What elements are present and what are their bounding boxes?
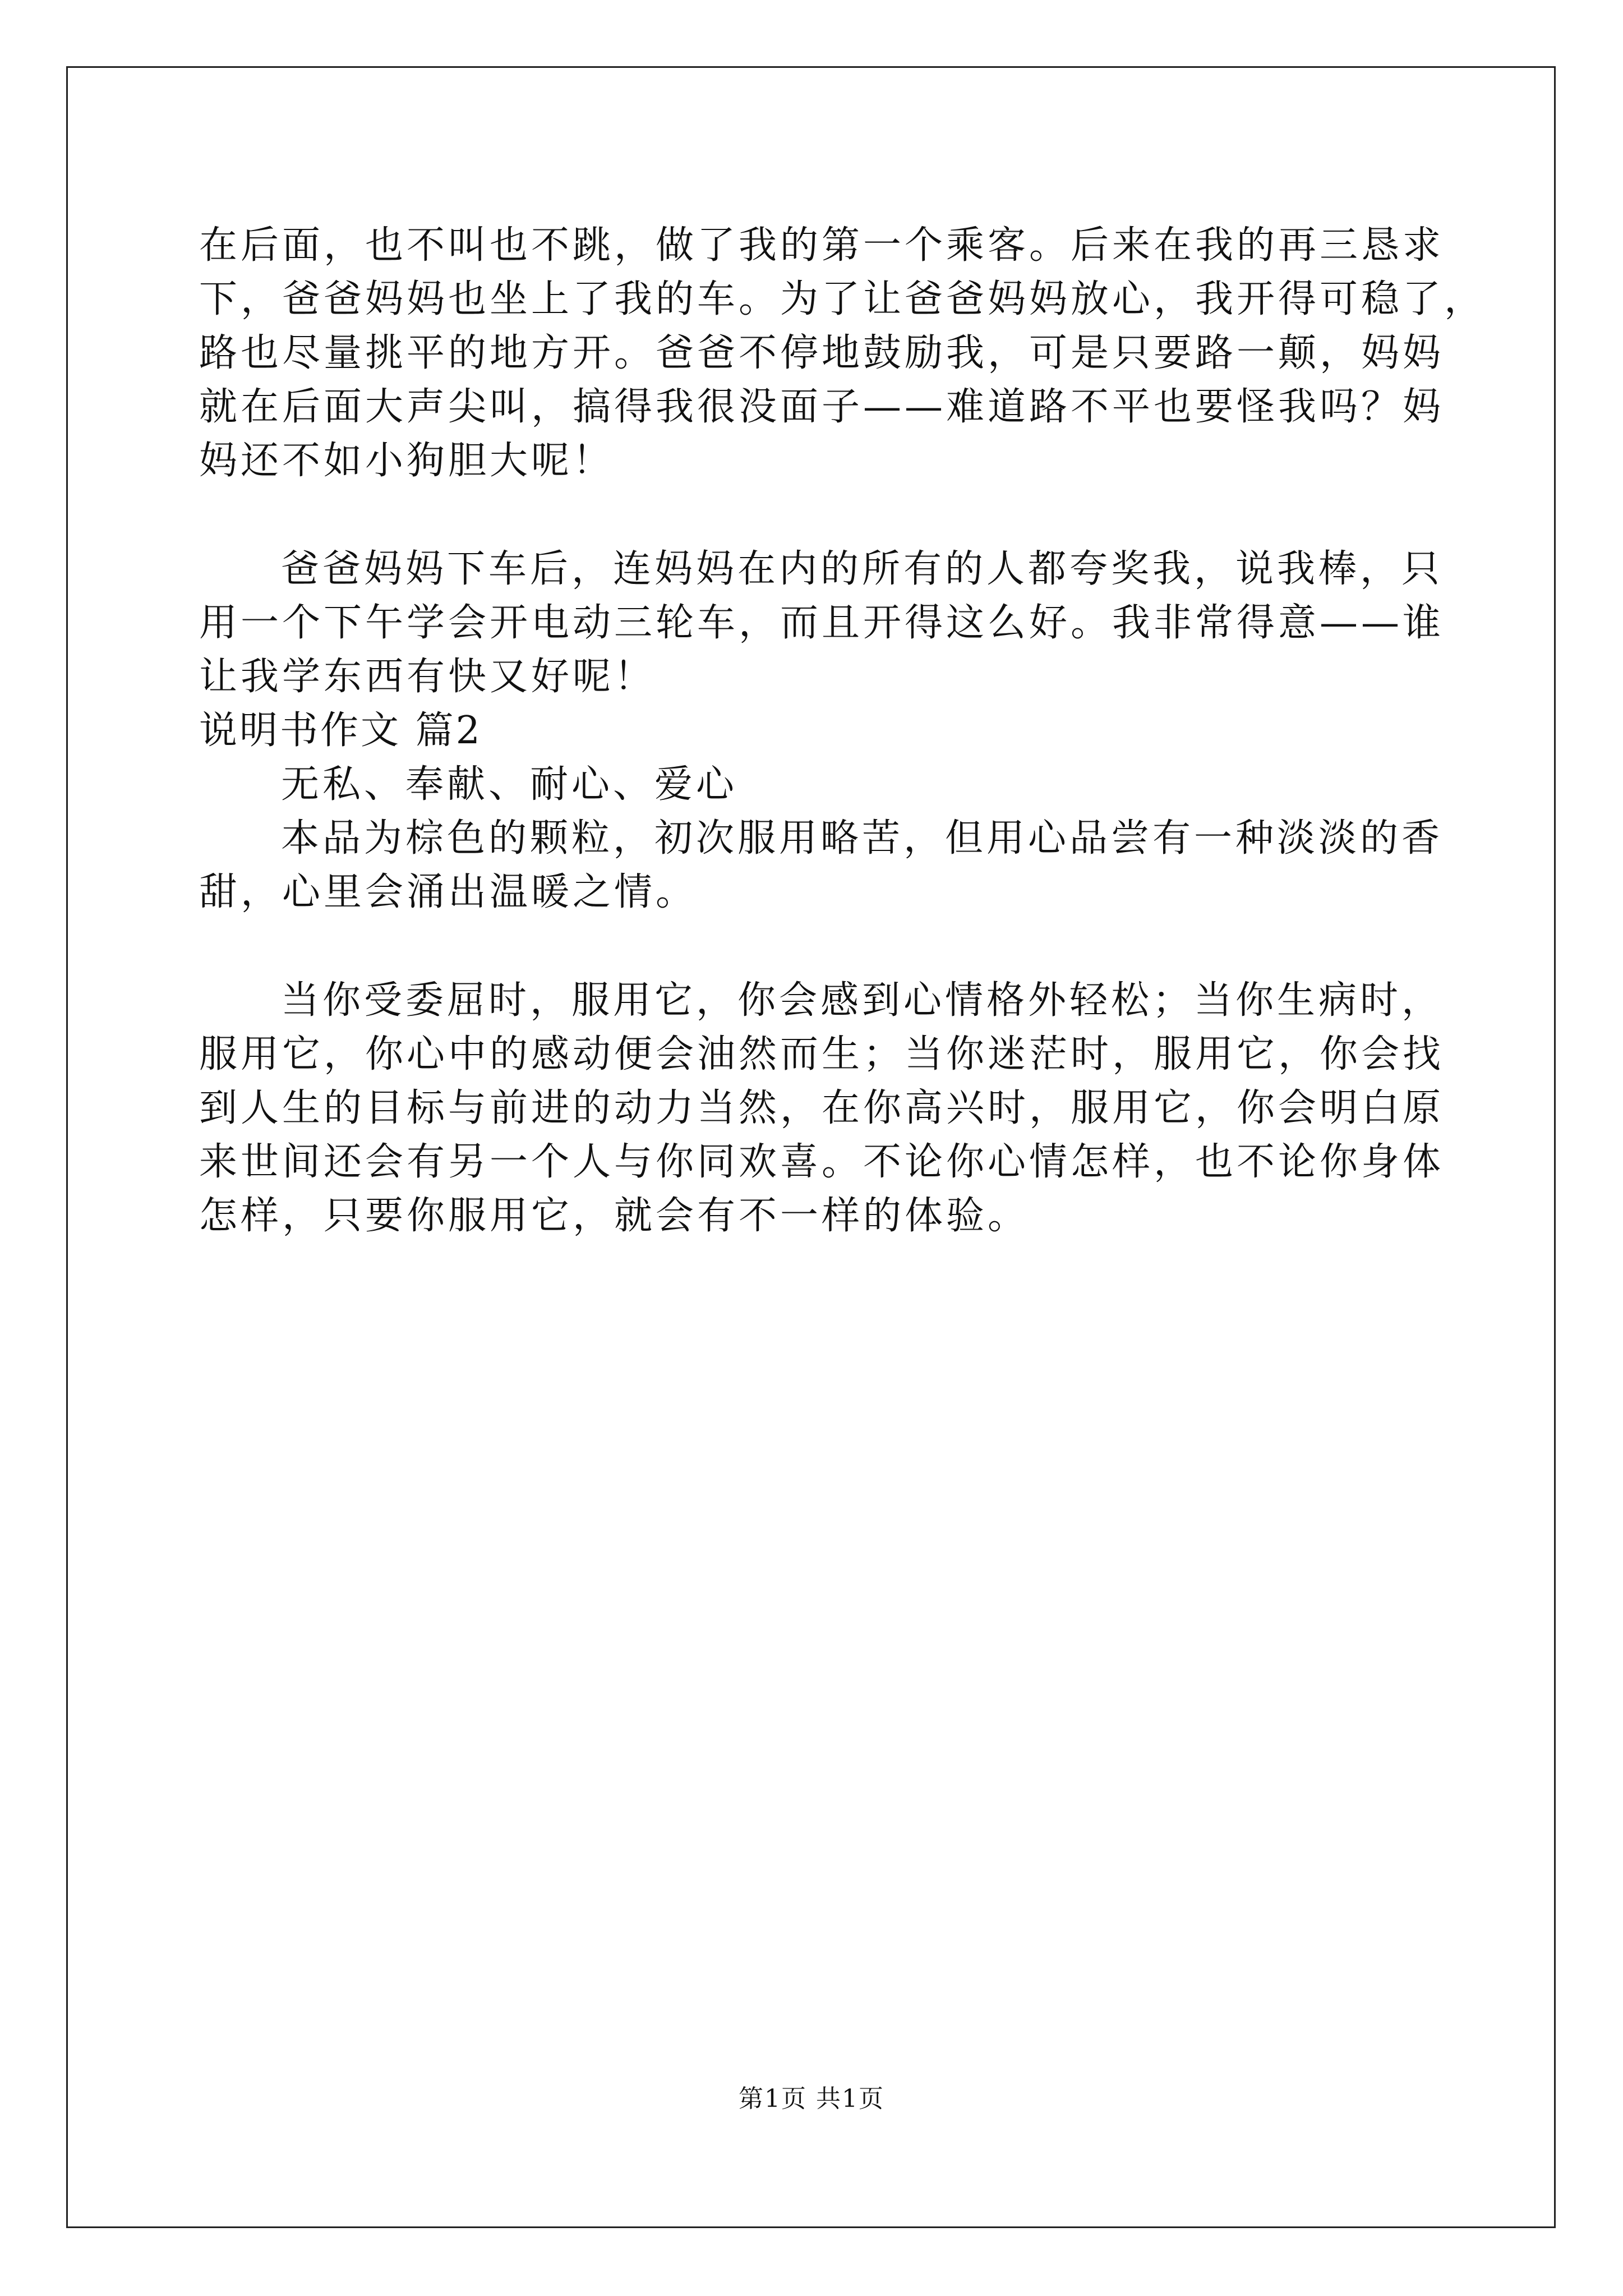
paragraph-line: 爸爸妈妈下车后，连妈妈在内的所有的人都夸奖我，说我棒，只 — [281, 547, 1444, 591]
paragraph-line: 在后面，也不叫也不跳，做了我的第一个乘客。后来在我的再三恳求 — [199, 223, 1445, 268]
paragraph-line: 当你受委屈时，服用它，你会感到心情格外轻松；当你生病时， — [281, 978, 1444, 1023]
paragraph-line: 服用它，你心中的感动便会油然而生；当你迷茫时，服用它，你会找 — [199, 1032, 1445, 1076]
paragraph-line: 让我学东西有快又好呢！ — [199, 655, 656, 699]
paragraph-line: 本品为棕色的颗粒，初次服用略苦，但用心品尝有一种淡淡的香 — [281, 816, 1444, 861]
paragraph-line: 下，爸爸妈妈也坐上了我的车。为了让爸爸妈妈放心，我开得可稳了， — [199, 277, 1486, 321]
page-footer: 第1页 共1页 — [739, 2085, 884, 2113]
paragraph-line: 妈还不如小狗胆大呢！ — [199, 439, 615, 483]
paragraph-line: 无私、奉献、耐心、爱心 — [281, 762, 738, 807]
paragraph-line: 怎样，只要你服用它，就会有不一样的体验。 — [199, 1194, 1030, 1238]
paragraph-line: 路也尽量挑平的地方开。爸爸不停地鼓励我，可是只要路一颠，妈妈 — [199, 331, 1445, 375]
document-body — [199, 219, 1486, 1243]
paragraph-line: 到人生的目标与前进的动力当然，在你高兴时，服用它，你会明白原 — [199, 1086, 1445, 1130]
paragraph-line: 就在后面大声尖叫，搞得我很没面子——难道路不平也要怪我吗？妈 — [199, 385, 1445, 429]
section-heading: 说明书作文 篇2 — [199, 708, 482, 753]
paragraph-line: 甜，心里会涌出温暖之情。 — [199, 870, 698, 914]
paragraph-line: 用一个下午学会开电动三轮车，而且开得这么好。我非常得意——谁 — [199, 601, 1445, 645]
paragraph-line: 来世间还会有另一个人与你同欢喜。不论你心情怎样，也不论你身体 — [199, 1140, 1445, 1184]
